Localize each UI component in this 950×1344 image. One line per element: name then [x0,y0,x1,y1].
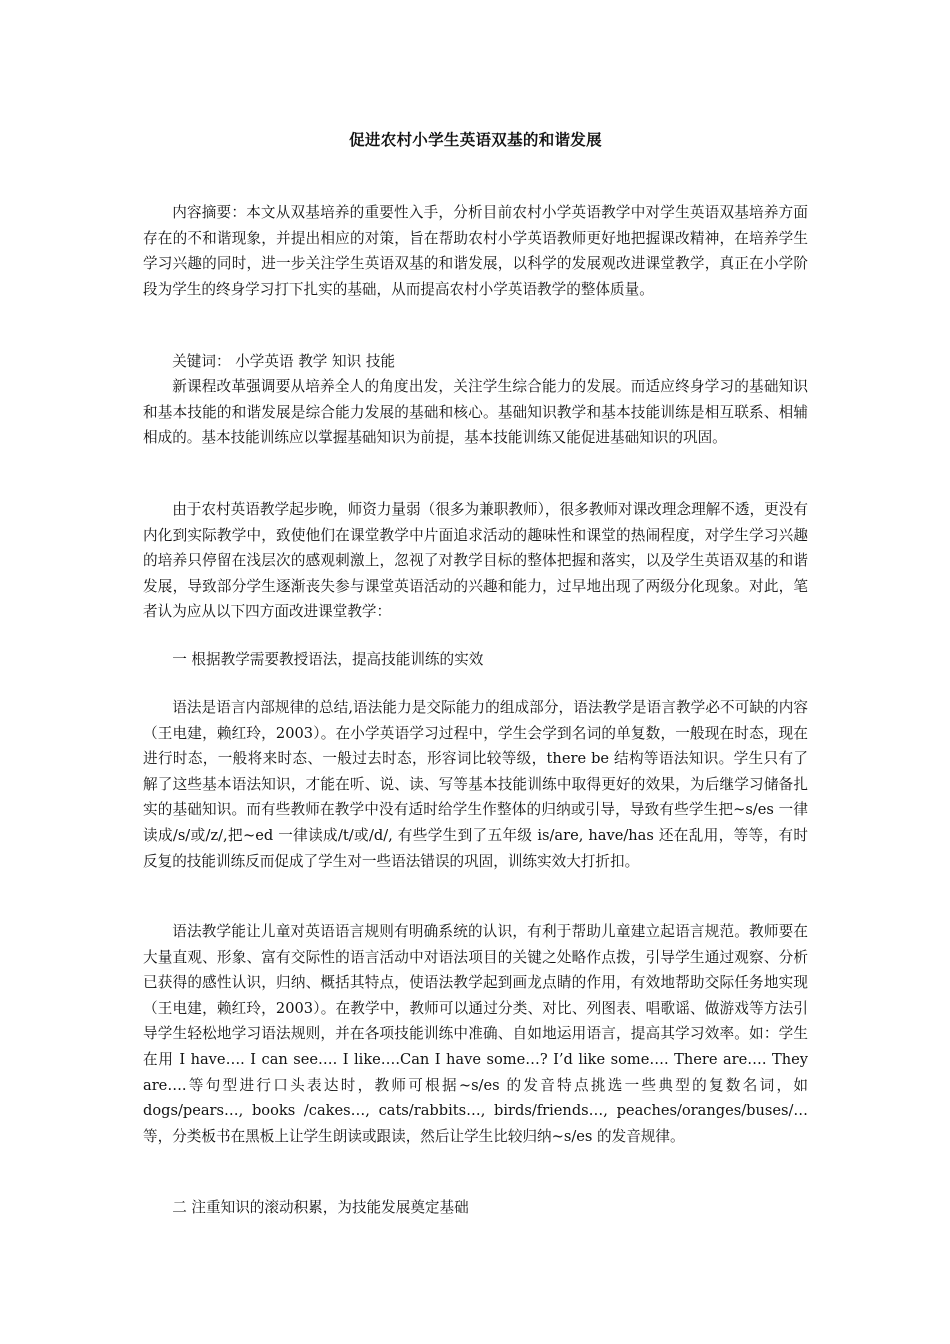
body-paragraph-2: 由于农村英语教学起步晚，师资力量弱（很多为兼职教师），很多教师对课改理念理解不透，更没有内化到实际教学中，致使他们在课堂教学中片面追求活动的趣味性和课堂的热闹程度，对学生学习兴趣的培养只停留在浅层次的感观刺激上，忽视了对教学目标的整体把握和落实，以及学生英语双基的和谐发展，导致部分学生逐渐丧失参与课堂英语活动的兴趣和能力，过早地出现了两级分化现象。对此，笔者认为应从以下四方面改进课堂教学： [143,501,808,621]
body-paragraph-3: 语法是语言内部规律的总结,语法能力是交际能力的组成部分，语法教学是语言教学必不可缺的内容（王电建，赖红玲，2003）。在小学英语学习过程中，学生会学到名词的单复数，一般现在时态，现在进行时态，一般将来时态、一般过去时态，形容词比较等级，there be 结构等语法知识。学生只有了解了这些基本语法知识，才能在听、说、读、写等基本技能训练中取得更好的效果，为后继学习储备扎实的基础知识。而有些教师在教学中没有适时给学生作整体的归纳或引导，导致有些学生把~s/es 一律读成/s/或/z/,把~ed 一律读成/t/或/d/, 有些学生到了五年级 is/are, have/has 还在乱用，等等，有时反复的技能训练反而促成了学生对一些语法错误的巩固，训练实效大打折扣。 [143,699,808,870]
document-title: 促进农村小学生英语双基的和谐发展 [349,130,602,149]
abstract-paragraph: 内容摘要：本文从双基培养的重要性入手，分析目前农村小学英语教学中对学生英语双基培养方面存在的不和谐现象，并提出相应的对策，旨在帮助农村小学英语教师更好地把握课改精神，在培养学生学习兴趣的同时，进一步关注学生英语双基的和谐发展，以科学的发展观改进课堂教学，真正在小学阶段为学生的终身学习打下扎实的基础，从而提高农村小学英语教学的整体质量。 [143,204,808,298]
keywords-line: 关键词： 小学英语 教学 知识 技能 [172,353,396,370]
section-heading-1: 一 根据教学需要教授语法，提高技能训练的实效 [172,651,484,668]
section-heading-2: 二 注重知识的滚动积累，为技能发展奠定基础 [172,1199,469,1216]
body-paragraph-4: 语法教学能让儿童对英语语言规则有明确系统的认识，有利于帮助儿童建立起语言规范。教师要在大量直观、形象、富有交际性的语言活动中对语法项目的关键之处略作点拨，引导学生通过观察、分析已获得的感性认识，归纳、概括其特点，使语法教学起到画龙点睛的作用，有效地帮助交际任务地实现（王电建，赖红玲，2003）。在教学中，教师可以通过分类、对比、列图表、唱歌谣、做游戏等方法引导学生轻松地学习语法规则，并在各项技能训练中准确、自如地运用语言，提高其学习效率。如：学生在用 I have…. I can see…. I like….Can I have some…? I’d like some…. There are…. They are….等句型进行口头表达时，教师可根据~s/es 的发音特点挑选一些典型的复数名词，如 dogs/pears…, books /cakes…, cats/rabbits…, birds/friends…, peaches/oranges/buses/…等，分类板书在黑板上让学生朗读或跟读，然后让学生比较归纳~s/es 的发音规律。 [143,923,808,1145]
body-paragraph-1: 新课程改革强调要从培养全人的角度出发，关注学生综合能力的发展。而适应终身学习的基础知识和基本技能的和谐发展是综合能力发展的基础和核心。基础知识教学和基本技能训练是相互联系、相辅相成的。基本技能训练应以掌握基础知识为前提，基本技能训练又能促进基础知识的巩固。 [143,378,808,447]
